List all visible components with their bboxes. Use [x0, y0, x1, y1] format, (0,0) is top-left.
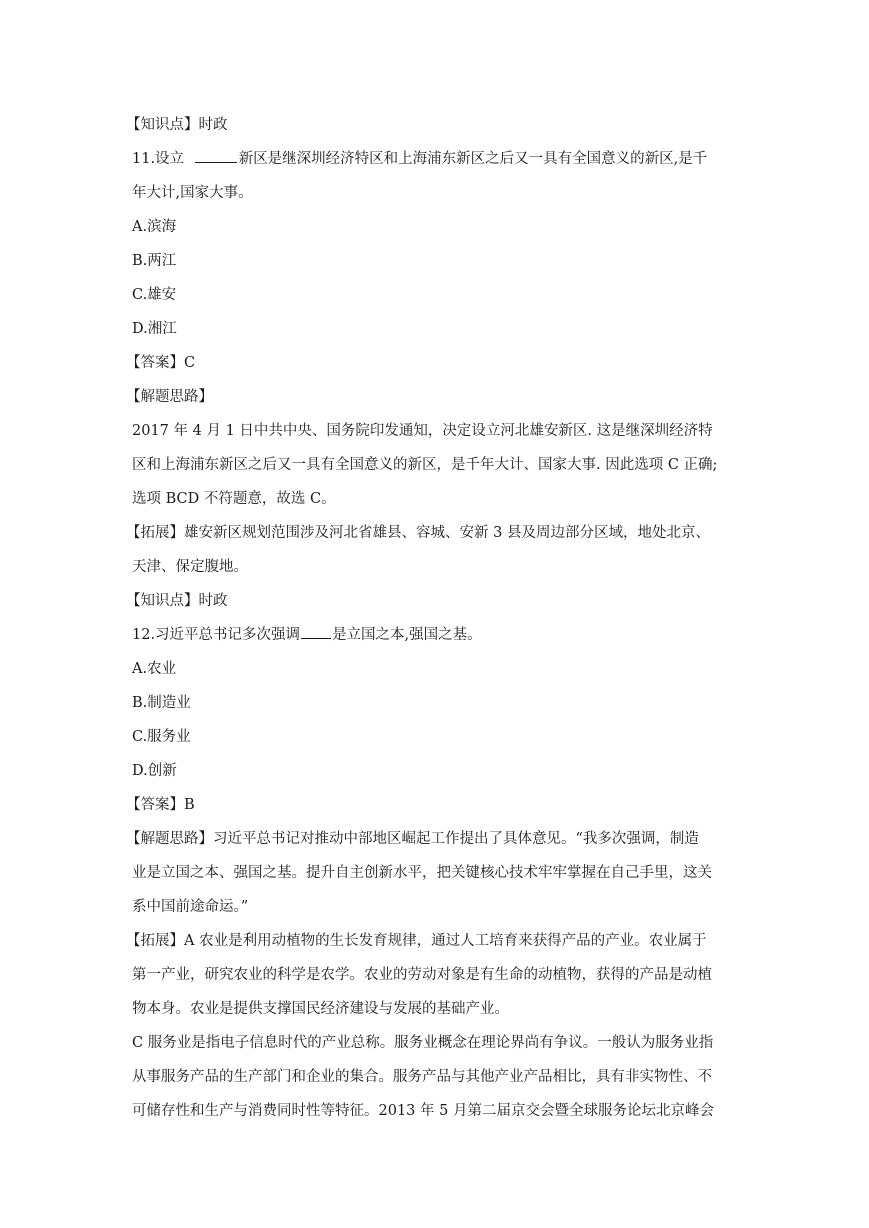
page-content [126, 108, 744, 1128]
q11-extension-line: 【拓展】雄安新区规划范围涉及河北省雄县、容城、安新 3 县及周边部分区域，地处北京、 [126, 525, 710, 541]
q12-answer: 【答案】B [126, 797, 195, 813]
q12-option-b: B.制造业 [132, 695, 191, 711]
q11-answer-blank [195, 148, 237, 163]
q11-stem-line-1 [132, 142, 744, 176]
q11-analysis-line: 2017 年 4 月 1 日中共中央、国务院印发通知，决定设立河北雄安新区. 这是继深圳经济特 [132, 423, 713, 439]
q12-extension-line: 【拓展】A 农业是利用动植物的生长发育规律，通过人工培育来获得产品的产业。农业属于 [126, 933, 707, 949]
q11-stem-suffix: 新区是继深圳经济特区和上海浦东新区之后又一具有全国意义的新区,是千 [238, 151, 708, 167]
q11-option-a: A.滨海 [132, 219, 177, 235]
q12-extension-line: C 服务业是指电子信息时代的产业总称。服务业概念在理论界尚有争议。一般认为服务业指 [132, 1035, 714, 1051]
q12-analysis-line: 业是立国之本、强国之基。提升自主创新水平，把关键核心技术牢牢掌握在自己手里，这关 [132, 865, 712, 881]
q11-stem-prefix: 11.设立 [132, 151, 189, 167]
q12-extension-line: 物本身。农业是提供支撑国民经济建设与发展的基础产业。 [132, 1001, 509, 1017]
q12-stem-suffix: 是立国之本,强国之基。 [332, 627, 482, 643]
q12-option-c: C.服务业 [132, 729, 191, 745]
q12-option-d: D.创新 [132, 763, 177, 779]
q12-extension-line: 从事服务产品的生产部门和企业的集合。服务产品与其他产业产品相比，具有非实物性、不 [132, 1069, 712, 1085]
q12-option-a: A.农业 [132, 661, 177, 677]
q11-knowledge-point: 【知识点】时政 [126, 117, 228, 133]
q11-stem-line-2: 年大计,国家大事。 [132, 185, 253, 201]
q12-analysis-line: 系中国前途命运。” [132, 899, 249, 915]
q11-option-b: B.两江 [132, 253, 177, 269]
q11-extension-line: 天津、保定腹地。 [132, 559, 248, 575]
q12-extension-line: 第一产业，研究农业的科学是农学。农业的劳动对象是有生命的动植物，获得的产品是动植 [132, 967, 712, 983]
q11-analysis-title: 【解题思路】 [126, 389, 213, 405]
q11-analysis-line: 选项 BCD 不符题意，故选 C。 [132, 491, 336, 507]
q11-option-d: D.湘江 [132, 321, 177, 337]
q12-extension-line: 可储存性和生产与消费同时性等特征。2013 年 5 月第二届京交会暨全球服务论坛北京峰会 [132, 1103, 714, 1119]
q11-option-c: C.雄安 [132, 287, 177, 303]
q12-stem [132, 618, 744, 652]
q12-analysis-line: 【解题思路】习近平总书记对推动中部地区崛起工作提出了具体意见。“我多次强调，制造 [126, 831, 699, 847]
q12-stem-prefix: 12.习近平总书记多次强调 [132, 627, 301, 643]
q12-answer-blank [301, 624, 331, 639]
q11-analysis-line: 区和上海浦东新区之后又一具有全国意义的新区，是千年大计、国家大事. 因此选项 C 正确; [132, 457, 718, 473]
q12-knowledge-point: 【知识点】时政 [126, 593, 228, 609]
q11-answer: 【答案】C [126, 355, 196, 371]
